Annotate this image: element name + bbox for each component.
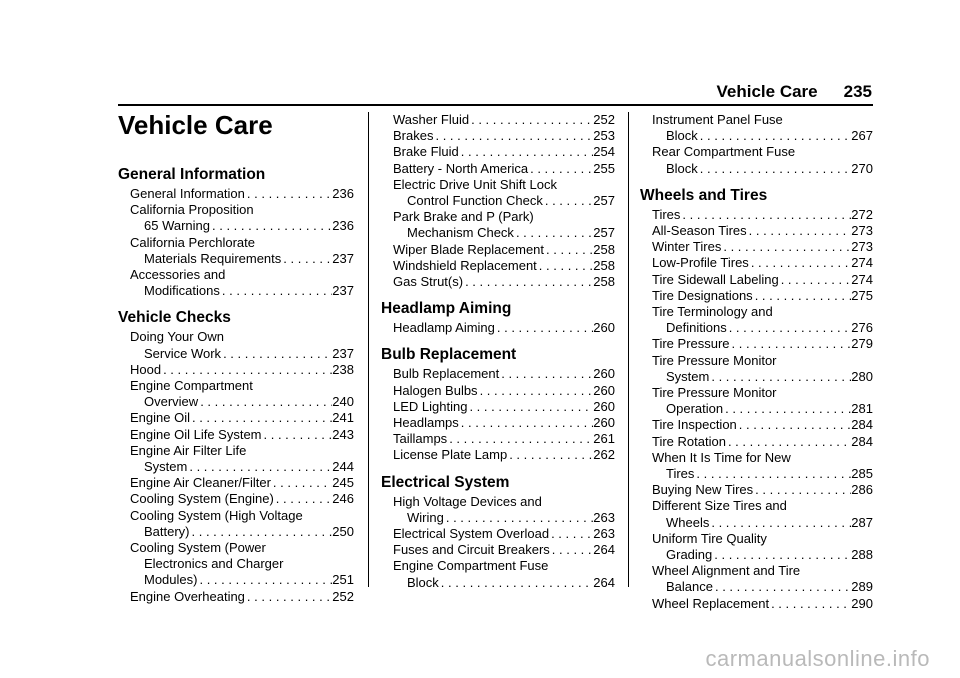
dot-leader <box>210 218 332 234</box>
dot-leader <box>709 515 851 531</box>
toc-entry-title: Engine Oil Life System <box>130 426 262 442</box>
toc-entry-title: Engine Compartment Fuse <box>393 558 549 574</box>
dot-leader <box>469 112 593 128</box>
toc-entry-title: Engine Compartment <box>130 378 253 394</box>
dot-leader <box>467 399 593 415</box>
toc-entry-title: Gas Strut(s) <box>393 274 464 290</box>
toc-entry-title: System <box>144 459 188 475</box>
toc-entry-title: Electronics and Charger <box>144 556 284 572</box>
toc-entry-title: Different Size Tires and <box>652 498 787 514</box>
toc-entry-page: 244 <box>332 459 354 475</box>
running-head-page-number: 235 <box>843 82 872 101</box>
toc-entry-page: 275 <box>851 287 873 303</box>
toc-entry-page: 246 <box>332 491 354 507</box>
dot-leader <box>514 225 593 241</box>
toc-entry-page: 260 <box>593 320 615 336</box>
toc-entry-page: 279 <box>851 336 873 352</box>
dot-leader <box>507 447 593 463</box>
toc-section <box>381 346 615 463</box>
dot-leader <box>197 572 332 588</box>
toc-entry-page: 290 <box>851 595 873 611</box>
toc-entry-page: 274 <box>851 271 873 287</box>
toc-entry-title: Accessories and <box>130 267 226 283</box>
toc-section <box>118 309 354 604</box>
watermark: carmanualsonline.info <box>705 646 930 671</box>
toc-entry[interactable] <box>118 202 354 234</box>
toc-entry-page: 237 <box>332 250 354 266</box>
dot-leader <box>753 288 852 304</box>
dot-leader <box>730 336 852 352</box>
toc-entry-title: Electric Drive Unit Shift Lock <box>393 176 557 192</box>
toc-entry[interactable] <box>381 383 615 399</box>
toc-entry-title: Park Brake and P (Park) <box>393 209 534 225</box>
toc-entry-title: Wheel Alignment and Tire <box>652 563 801 579</box>
toc-entry-page: 257 <box>593 225 615 241</box>
toc-entry-title: Low-Profile Tires <box>652 255 749 271</box>
dot-leader <box>749 255 851 271</box>
toc-entry-title: Mechanism Check <box>407 225 514 241</box>
toc-entry-page: 270 <box>851 160 873 176</box>
toc-entry-title: California Proposition <box>130 202 254 218</box>
toc-entry[interactable] <box>118 235 354 267</box>
toc-entry[interactable] <box>640 207 873 223</box>
toc-entry-title: Buying New Tires <box>652 482 754 498</box>
dot-leader <box>694 466 851 482</box>
toc-entry-page: 262 <box>593 447 615 463</box>
toc-entry-title: Engine Oil <box>130 410 190 426</box>
toc-section <box>381 300 615 336</box>
dot-leader <box>543 193 593 209</box>
section-heading: Wheels and Tires <box>640 186 768 204</box>
toc-entry-page: 260 <box>593 398 615 414</box>
dot-leader <box>499 366 593 382</box>
toc-entry[interactable] <box>381 447 615 463</box>
dot-leader <box>528 161 593 177</box>
dot-leader <box>463 274 593 290</box>
dot-leader <box>698 161 852 177</box>
toc-entry-page: 260 <box>593 382 615 398</box>
toc-entry-title: Block <box>666 160 698 176</box>
dot-leader <box>709 369 851 385</box>
dot-leader <box>495 320 593 336</box>
dot-leader <box>478 383 594 399</box>
section-heading: Headlamp Aiming <box>381 300 512 318</box>
toc-entry[interactable] <box>118 267 354 299</box>
dot-leader <box>274 491 333 507</box>
toc-entry-page: 237 <box>332 283 354 299</box>
toc-entry-page: 245 <box>332 475 354 491</box>
toc-entry[interactable] <box>381 399 615 415</box>
dot-leader <box>769 596 851 612</box>
toc-entry-title: Wheels <box>666 514 710 530</box>
toc-entry-title: System <box>666 368 710 384</box>
toc-entry[interactable] <box>381 320 615 336</box>
running-head-section: Vehicle Care <box>716 82 818 101</box>
toc-entry[interactable] <box>381 431 615 447</box>
toc-entry-page: 274 <box>851 255 873 271</box>
toc-entry[interactable] <box>381 161 615 177</box>
toc-entry[interactable] <box>640 255 873 271</box>
dot-leader <box>713 579 851 595</box>
toc-entry-page: 263 <box>593 509 615 525</box>
toc-entry-page: 272 <box>851 206 873 222</box>
dot-leader <box>698 128 852 144</box>
toc-entry-title: Engine Overheating <box>130 588 245 604</box>
toc-entry[interactable] <box>118 362 354 378</box>
toc-entry-page: 236 <box>332 218 354 234</box>
toc-entry-page: 285 <box>851 466 873 482</box>
toc-section <box>381 112 615 290</box>
dot-leader <box>447 431 593 447</box>
toc-entry-page: 286 <box>851 482 873 498</box>
toc-entry-title: Cooling System (Engine) <box>130 491 274 507</box>
toc-entry-page: 284 <box>851 433 873 449</box>
toc-entry-title: Tire Pressure <box>652 336 730 352</box>
toc-entry-page: 252 <box>593 112 615 127</box>
toc-entry[interactable] <box>640 353 873 385</box>
toc-entry-title: Engine Air Filter Life <box>130 442 247 458</box>
toc-entry[interactable] <box>381 128 615 144</box>
toc-entry[interactable] <box>640 531 873 563</box>
toc-entry-title: 65 Warning <box>144 218 210 234</box>
toc-entry[interactable] <box>118 186 354 202</box>
toc-entry-title: Battery) <box>144 523 190 539</box>
toc-entry[interactable] <box>640 336 873 352</box>
toc-entry-page: 287 <box>851 514 873 530</box>
toc-entry-page: 254 <box>593 144 615 160</box>
toc-section <box>118 166 354 299</box>
column-divider-1 <box>368 112 369 587</box>
toc-entry-page: 261 <box>593 431 615 447</box>
toc-entry-page: 258 <box>593 241 615 257</box>
toc-entry[interactable] <box>381 415 615 431</box>
toc-entry-title: Brakes <box>393 128 434 144</box>
toc-entry[interactable] <box>640 288 873 304</box>
toc-entry-title: Operation <box>666 401 724 417</box>
toc-column-3 <box>640 112 873 622</box>
toc-entry-page: 281 <box>851 401 873 417</box>
header-rule <box>118 104 873 106</box>
toc-entry-title: LED Lighting <box>393 398 468 414</box>
toc-entry[interactable] <box>640 450 873 482</box>
toc-entry-title: General Information <box>130 186 245 201</box>
toc-entry-title: Balance <box>666 579 713 595</box>
toc-entry-title: Tire Terminology and <box>652 304 773 320</box>
dot-leader <box>459 415 594 431</box>
toc-entry-page: 250 <box>332 523 354 539</box>
toc-entry-page: 264 <box>593 542 615 558</box>
toc-entry-title: Tire Inspection <box>652 417 737 433</box>
dot-leader <box>281 251 332 267</box>
chapter-title: Vehicle Care <box>118 110 273 140</box>
toc-entry-page: 273 <box>851 223 873 239</box>
toc-entry-title: When It Is Time for New <box>652 449 791 465</box>
toc-entry-title: Grading <box>666 547 713 563</box>
toc-entry-title: Service Work <box>144 345 222 361</box>
dot-leader <box>549 526 593 542</box>
dot-leader <box>544 242 593 258</box>
toc-entry-page: 236 <box>332 186 354 201</box>
toc-entry-title: Winter Tires <box>652 239 722 255</box>
toc-entry-title: Modules) <box>144 572 198 588</box>
toc-entry-title: Windshield Replacement <box>393 257 537 273</box>
dot-leader <box>187 459 332 475</box>
toc-section <box>640 112 873 177</box>
toc-entry-page: 260 <box>593 366 615 382</box>
toc-entry-page: 241 <box>332 410 354 426</box>
dot-leader <box>727 320 852 336</box>
toc-entry-title: Cooling System (High Voltage <box>130 507 303 523</box>
toc-entry-title: Headlamps <box>393 415 459 431</box>
toc-column-2 <box>381 112 615 601</box>
toc-entry[interactable] <box>381 274 615 290</box>
dot-leader <box>444 510 593 526</box>
toc-entry[interactable] <box>118 427 354 443</box>
toc-entry-title: Definitions <box>666 320 727 336</box>
toc-entry[interactable] <box>381 526 615 542</box>
toc-entry[interactable] <box>118 589 354 605</box>
toc-entry-title: Electrical System Overload <box>393 526 550 542</box>
toc-entry[interactable] <box>381 242 615 258</box>
toc-entry-page: 260 <box>593 415 615 431</box>
toc-entry-title: Tire Rotation <box>652 433 726 449</box>
toc-entry[interactable] <box>118 540 354 589</box>
dot-leader <box>245 186 332 202</box>
toc-entry[interactable] <box>640 239 873 255</box>
toc-entry[interactable] <box>118 443 354 475</box>
toc-entry-title: All-Season Tires <box>652 223 747 239</box>
toc-entry-title: Taillamps <box>393 431 448 447</box>
dot-leader <box>161 362 332 378</box>
toc-entry-title: Bulb Replacement <box>393 366 500 382</box>
toc-entry[interactable] <box>118 329 354 361</box>
toc-entry-title: Tire Pressure Monitor <box>652 352 777 368</box>
toc-entry-title: Materials Requirements <box>144 250 282 266</box>
dot-leader <box>753 482 851 498</box>
toc-entry-title: Battery - North America <box>393 160 529 176</box>
dot-leader <box>723 401 851 417</box>
toc-entry-title: Block <box>407 574 439 590</box>
toc-entry-title: License Plate Lamp <box>393 447 508 463</box>
dot-leader <box>245 589 332 605</box>
toc-entry[interactable] <box>640 385 873 417</box>
toc-entry-title: Block <box>666 128 698 144</box>
dot-leader <box>221 346 332 362</box>
dot-leader <box>220 283 332 299</box>
dot-leader <box>726 434 851 450</box>
toc-section <box>640 187 873 612</box>
toc-entry-title: Uniform Tire Quality <box>652 530 767 546</box>
dot-leader <box>680 207 851 223</box>
toc-entry-title: High Voltage Devices and <box>393 493 542 509</box>
toc-entry-page: 255 <box>593 160 615 176</box>
dot-leader <box>779 272 852 288</box>
toc-entry-title: Wiper Blade Replacement <box>393 241 545 257</box>
toc-entry-page: 251 <box>332 572 354 588</box>
dot-leader <box>459 144 594 160</box>
toc-entry-page: 243 <box>332 426 354 442</box>
toc-entry-title: Overview <box>144 394 199 410</box>
toc-entry-page: 284 <box>851 417 873 433</box>
toc-entry-title: Tires <box>652 206 681 222</box>
toc-entry[interactable] <box>640 434 873 450</box>
column-divider-2 <box>628 112 629 587</box>
dot-leader <box>198 394 332 410</box>
dot-leader <box>747 223 852 239</box>
toc-entry[interactable] <box>640 223 873 239</box>
dot-leader <box>271 475 332 491</box>
toc-entry-title: Instrument Panel Fuse <box>652 112 783 127</box>
toc-entry-page: 273 <box>851 239 873 255</box>
toc-entry[interactable] <box>381 558 615 590</box>
dot-leader <box>737 417 852 433</box>
toc-section <box>381 474 615 591</box>
toc-entry[interactable] <box>640 482 873 498</box>
toc-entry[interactable] <box>381 542 615 558</box>
toc-entry-page: 263 <box>593 526 615 542</box>
toc-entry[interactable] <box>640 498 873 530</box>
toc-entry[interactable] <box>381 177 615 209</box>
toc-entry-title: Headlamp Aiming <box>393 320 495 336</box>
toc-entry-page: 258 <box>593 274 615 290</box>
dot-leader <box>190 410 332 426</box>
dot-leader <box>433 128 593 144</box>
toc-entry[interactable] <box>381 366 615 382</box>
section-heading: Electrical System <box>381 473 510 491</box>
toc-entry[interactable] <box>640 563 873 595</box>
dot-leader <box>190 524 333 540</box>
toc-entry-title: Doing Your Own <box>130 329 224 345</box>
dot-leader <box>712 547 851 563</box>
toc-entry[interactable] <box>118 410 354 426</box>
toc-entry-title: Modifications <box>144 283 220 299</box>
toc-entry-title: Tire Sidewall Labeling <box>652 271 779 287</box>
dot-leader <box>721 239 851 255</box>
toc-entry-page: 289 <box>851 579 873 595</box>
toc-entry[interactable] <box>118 491 354 507</box>
toc-entry-title: Hood <box>130 361 162 377</box>
toc-entry[interactable] <box>118 508 354 540</box>
toc-entry-page: 238 <box>332 361 354 377</box>
toc-entry[interactable] <box>118 475 354 491</box>
toc-entry[interactable] <box>381 494 615 526</box>
toc-entry-page: 288 <box>851 547 873 563</box>
toc-entry-title: Tires <box>666 466 695 482</box>
toc-entry[interactable] <box>640 144 873 176</box>
section-heading: Bulb Replacement <box>381 346 517 364</box>
toc-entry-page: 252 <box>332 588 354 604</box>
toc-entry[interactable] <box>640 417 873 433</box>
toc-entry-title: California Perchlorate <box>130 234 256 250</box>
toc-entry-title: Tire Designations <box>652 287 753 303</box>
toc-entry[interactable] <box>381 258 615 274</box>
toc-entry[interactable] <box>381 112 615 128</box>
toc-entry-title: Rear Compartment Fuse <box>652 144 796 160</box>
toc-entry-title: Engine Air Cleaner/Filter <box>130 475 271 491</box>
toc-entry-title: Wheel Replacement <box>652 595 770 611</box>
toc-entry-page: 258 <box>593 257 615 273</box>
toc-entry-page: 257 <box>593 193 615 209</box>
toc-entry[interactable] <box>640 596 873 612</box>
toc-entry-page: 237 <box>332 345 354 361</box>
dot-leader <box>439 575 594 591</box>
toc-entry-title: Washer Fluid <box>393 112 470 127</box>
toc-entry-title: Tire Pressure Monitor <box>652 385 777 401</box>
dot-leader <box>550 542 594 558</box>
dot-leader <box>262 427 333 443</box>
toc-entry-title: Fuses and Circuit Breakers <box>393 542 550 558</box>
toc-entry-page: 280 <box>851 368 873 384</box>
dot-leader <box>537 258 594 274</box>
toc-entry-title: Control Function Check <box>407 193 543 209</box>
toc-entry-page: 264 <box>593 574 615 590</box>
section-heading: General Information <box>118 166 266 183</box>
toc-entry-title: Cooling System (Power <box>130 540 266 556</box>
toc-entry-page: 253 <box>593 128 615 144</box>
toc-entry-title: Wiring <box>407 509 444 525</box>
toc-entry[interactable] <box>381 209 615 241</box>
toc-entry[interactable] <box>640 112 873 144</box>
toc-entry-page: 267 <box>851 128 873 144</box>
toc-entry[interactable] <box>640 304 873 336</box>
toc-column-1 <box>118 112 354 615</box>
toc-entry-page: 240 <box>332 394 354 410</box>
toc-entry-title: Halogen Bulbs <box>393 382 478 398</box>
toc-entry[interactable] <box>640 272 873 288</box>
toc-entry-page: 276 <box>851 320 873 336</box>
section-heading: Vehicle Checks <box>118 309 231 327</box>
toc-entry[interactable] <box>381 144 615 160</box>
running-head <box>717 82 873 102</box>
toc-entry[interactable] <box>118 378 354 410</box>
toc-entry-title: Brake Fluid <box>393 144 459 160</box>
